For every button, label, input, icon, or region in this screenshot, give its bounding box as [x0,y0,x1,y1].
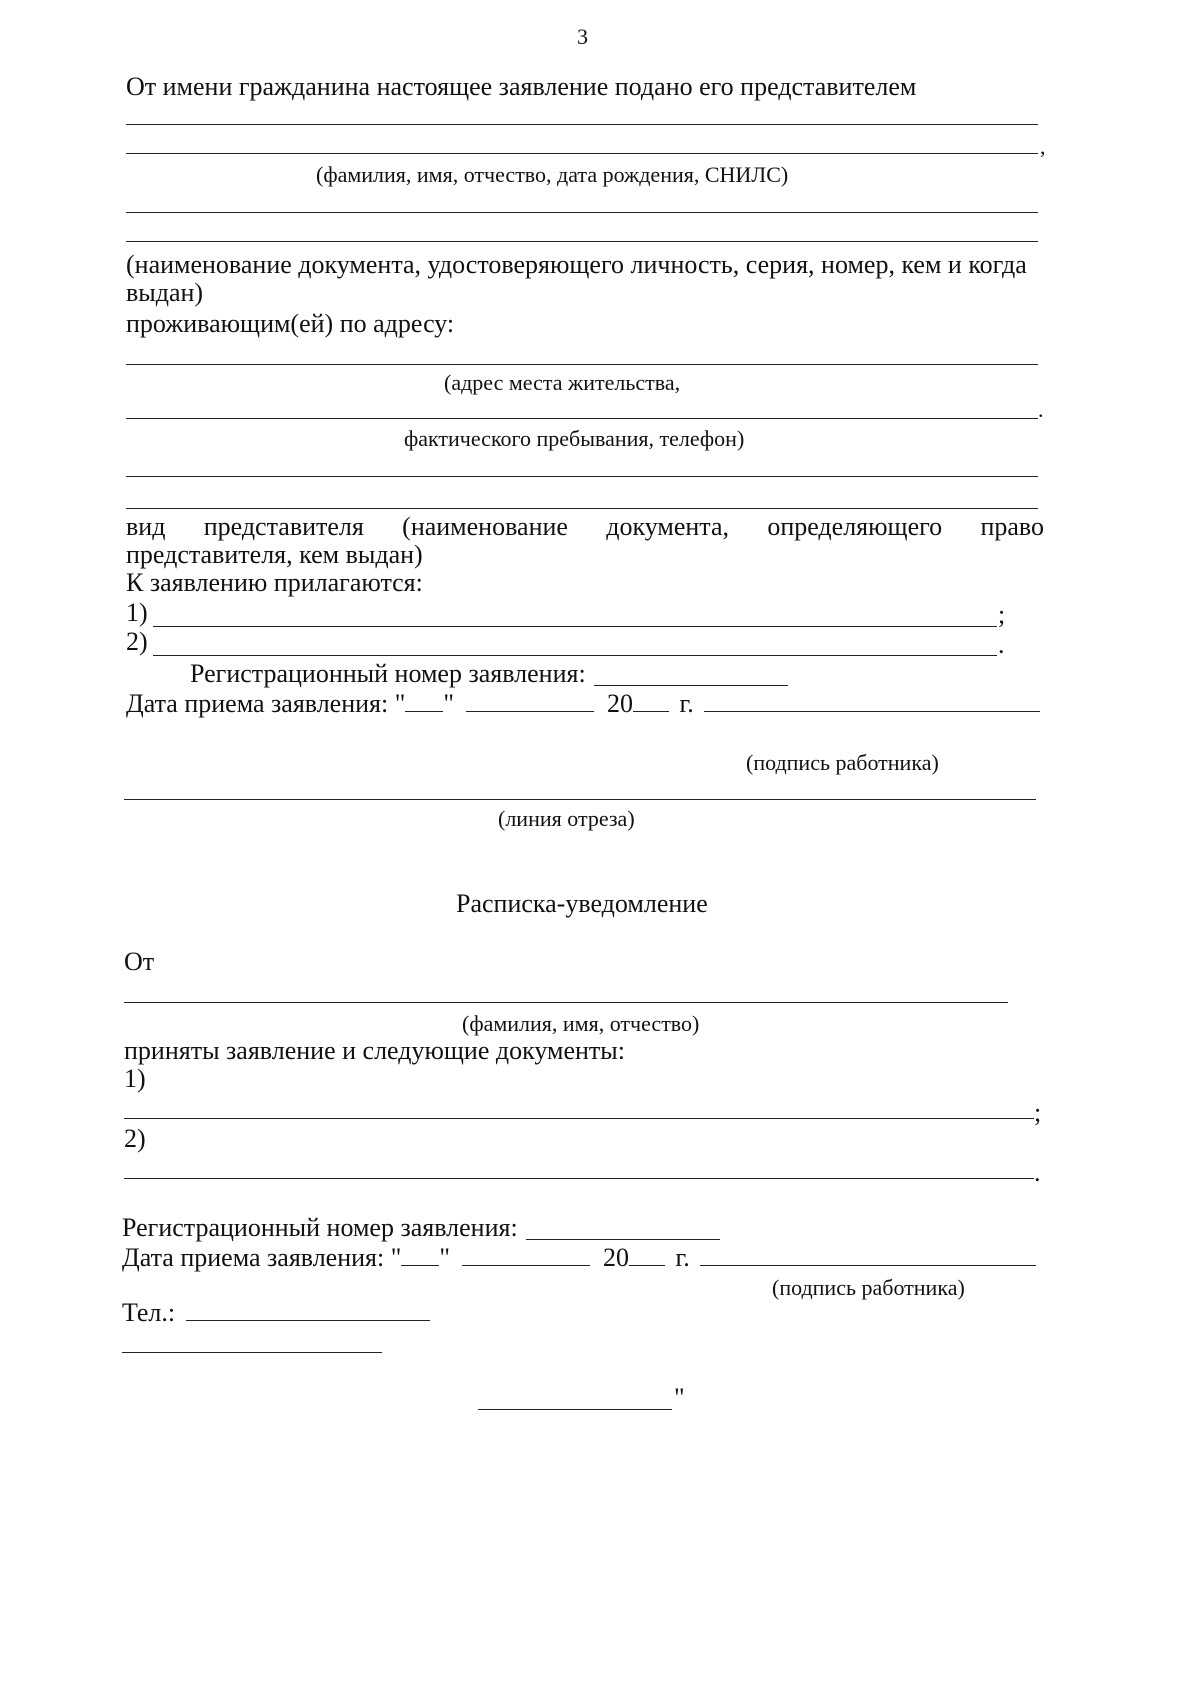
attachment-item-1-number: 1) [126,598,148,627]
year-prefix: 20 [606,689,633,718]
receipt-fio-line[interactable] [124,1002,1008,1003]
caption-id-document-line1: (наименование документа, удостоверяющего личность, серия, номер, кем и когда [126,250,1027,279]
receipt-phone-row [122,1298,430,1328]
receipt-from-label: От [124,947,155,976]
attachment-item-2-line[interactable] [153,655,997,656]
caption-actual-stay-phone: фактического пребывания, телефон) [404,426,745,451]
representative-type-line-2[interactable] [126,508,1038,509]
attachment-item-1-end: ; [998,600,1006,629]
date-label: Дата приема заявления: " [126,689,406,718]
receipt-year-suffix: г. [675,1243,690,1272]
receipt-closing-line[interactable] [478,1409,672,1410]
representative-line-2[interactable] [126,153,1038,154]
receipt-caption-fio: (фамилия, имя, отчество) [462,1011,700,1036]
receipt-closing-quote: " [674,1383,685,1412]
receipt-phone-label: Тел.: [122,1298,176,1327]
receipt-reg-number-label: Регистрационный номер заявления: [122,1213,518,1242]
rep-word: определяющего [767,512,943,541]
caption-representative-type-line2: представителя, кем выдан) [126,540,423,569]
receipt-extra-line[interactable] [122,1352,382,1353]
reg-number-field[interactable] [594,685,788,686]
attachments-label: К заявлению прилагаются: [126,568,423,597]
year-field[interactable] [633,689,669,712]
receipt-item-2-end: . [1034,1158,1041,1187]
representative-type-line-1[interactable] [126,476,1038,477]
date-quote: " [443,689,454,718]
receipt-item-1-number: 1) [124,1064,146,1093]
representative-line-1[interactable] [126,124,1038,125]
caption-id-document-line2: выдан) [126,278,204,307]
attachment-item-2-end: . [998,630,1005,659]
receipt-employee-signature-field[interactable] [700,1243,1036,1266]
receipt-phone-field[interactable] [186,1298,430,1321]
line-period: . [1038,397,1044,422]
cut-line [124,799,1036,800]
rep-word: право [980,512,1044,541]
year-suffix: г. [679,689,694,718]
employee-signature-field[interactable] [704,689,1040,712]
rep-word: вид [126,512,166,541]
receipt-date-row [122,1243,1036,1273]
receipt-year-field[interactable] [629,1243,665,1266]
caption-cut-line: (линия отреза) [498,806,635,831]
rep-word: документа, [606,512,730,541]
attachment-item-2-number: 2) [126,627,148,656]
caption-representative-type-line1 [126,512,1044,542]
rep-word: (наименование [402,512,568,541]
date-row [126,689,1040,719]
line-comma: , [1040,134,1046,159]
receipt-day-field[interactable] [401,1243,439,1266]
month-field[interactable] [466,689,594,712]
receipt-year-prefix: 20 [602,1243,629,1272]
receipt-accepted-label: приняты заявление и следующие документы: [124,1036,625,1065]
address-line-2[interactable] [126,418,1038,419]
reg-number-label: Регистрационный номер заявления: [190,659,586,688]
day-field[interactable] [405,689,443,712]
caption-fio-birth-snils: (фамилия, имя, отчество, дата рождения, СНИЛС) [316,162,789,187]
receipt-title: Расписка-уведомление [456,889,708,918]
caption-address: (адрес места жительства, [444,370,681,395]
id-document-line-1[interactable] [126,212,1038,213]
receipt-date-label: Дата приема заявления: " [122,1243,402,1272]
receipt-caption-employee-signature: (подпись работника) [772,1275,965,1300]
receipt-reg-number-field[interactable] [526,1239,720,1240]
page-number: 3 [577,24,588,49]
receipt-item-1-line[interactable] [124,1118,1034,1119]
residing-label: проживающим(ей) по адресу: [126,309,455,338]
attachment-item-1-line[interactable] [153,626,997,627]
receipt-item-2-line[interactable] [124,1178,1034,1179]
receipt-item-1-end: ; [1034,1098,1042,1127]
receipt-month-field[interactable] [462,1243,590,1266]
receipt-date-quote: " [439,1243,450,1272]
id-document-line-2[interactable] [126,241,1038,242]
caption-employee-signature: (подпись работника) [746,750,939,775]
receipt-item-2-number: 2) [124,1124,146,1153]
address-line-1[interactable] [126,364,1038,365]
rep-word: представителя [203,512,364,541]
representative-intro: От имени гражданина настоящее заявление подано его представителем [126,72,917,101]
